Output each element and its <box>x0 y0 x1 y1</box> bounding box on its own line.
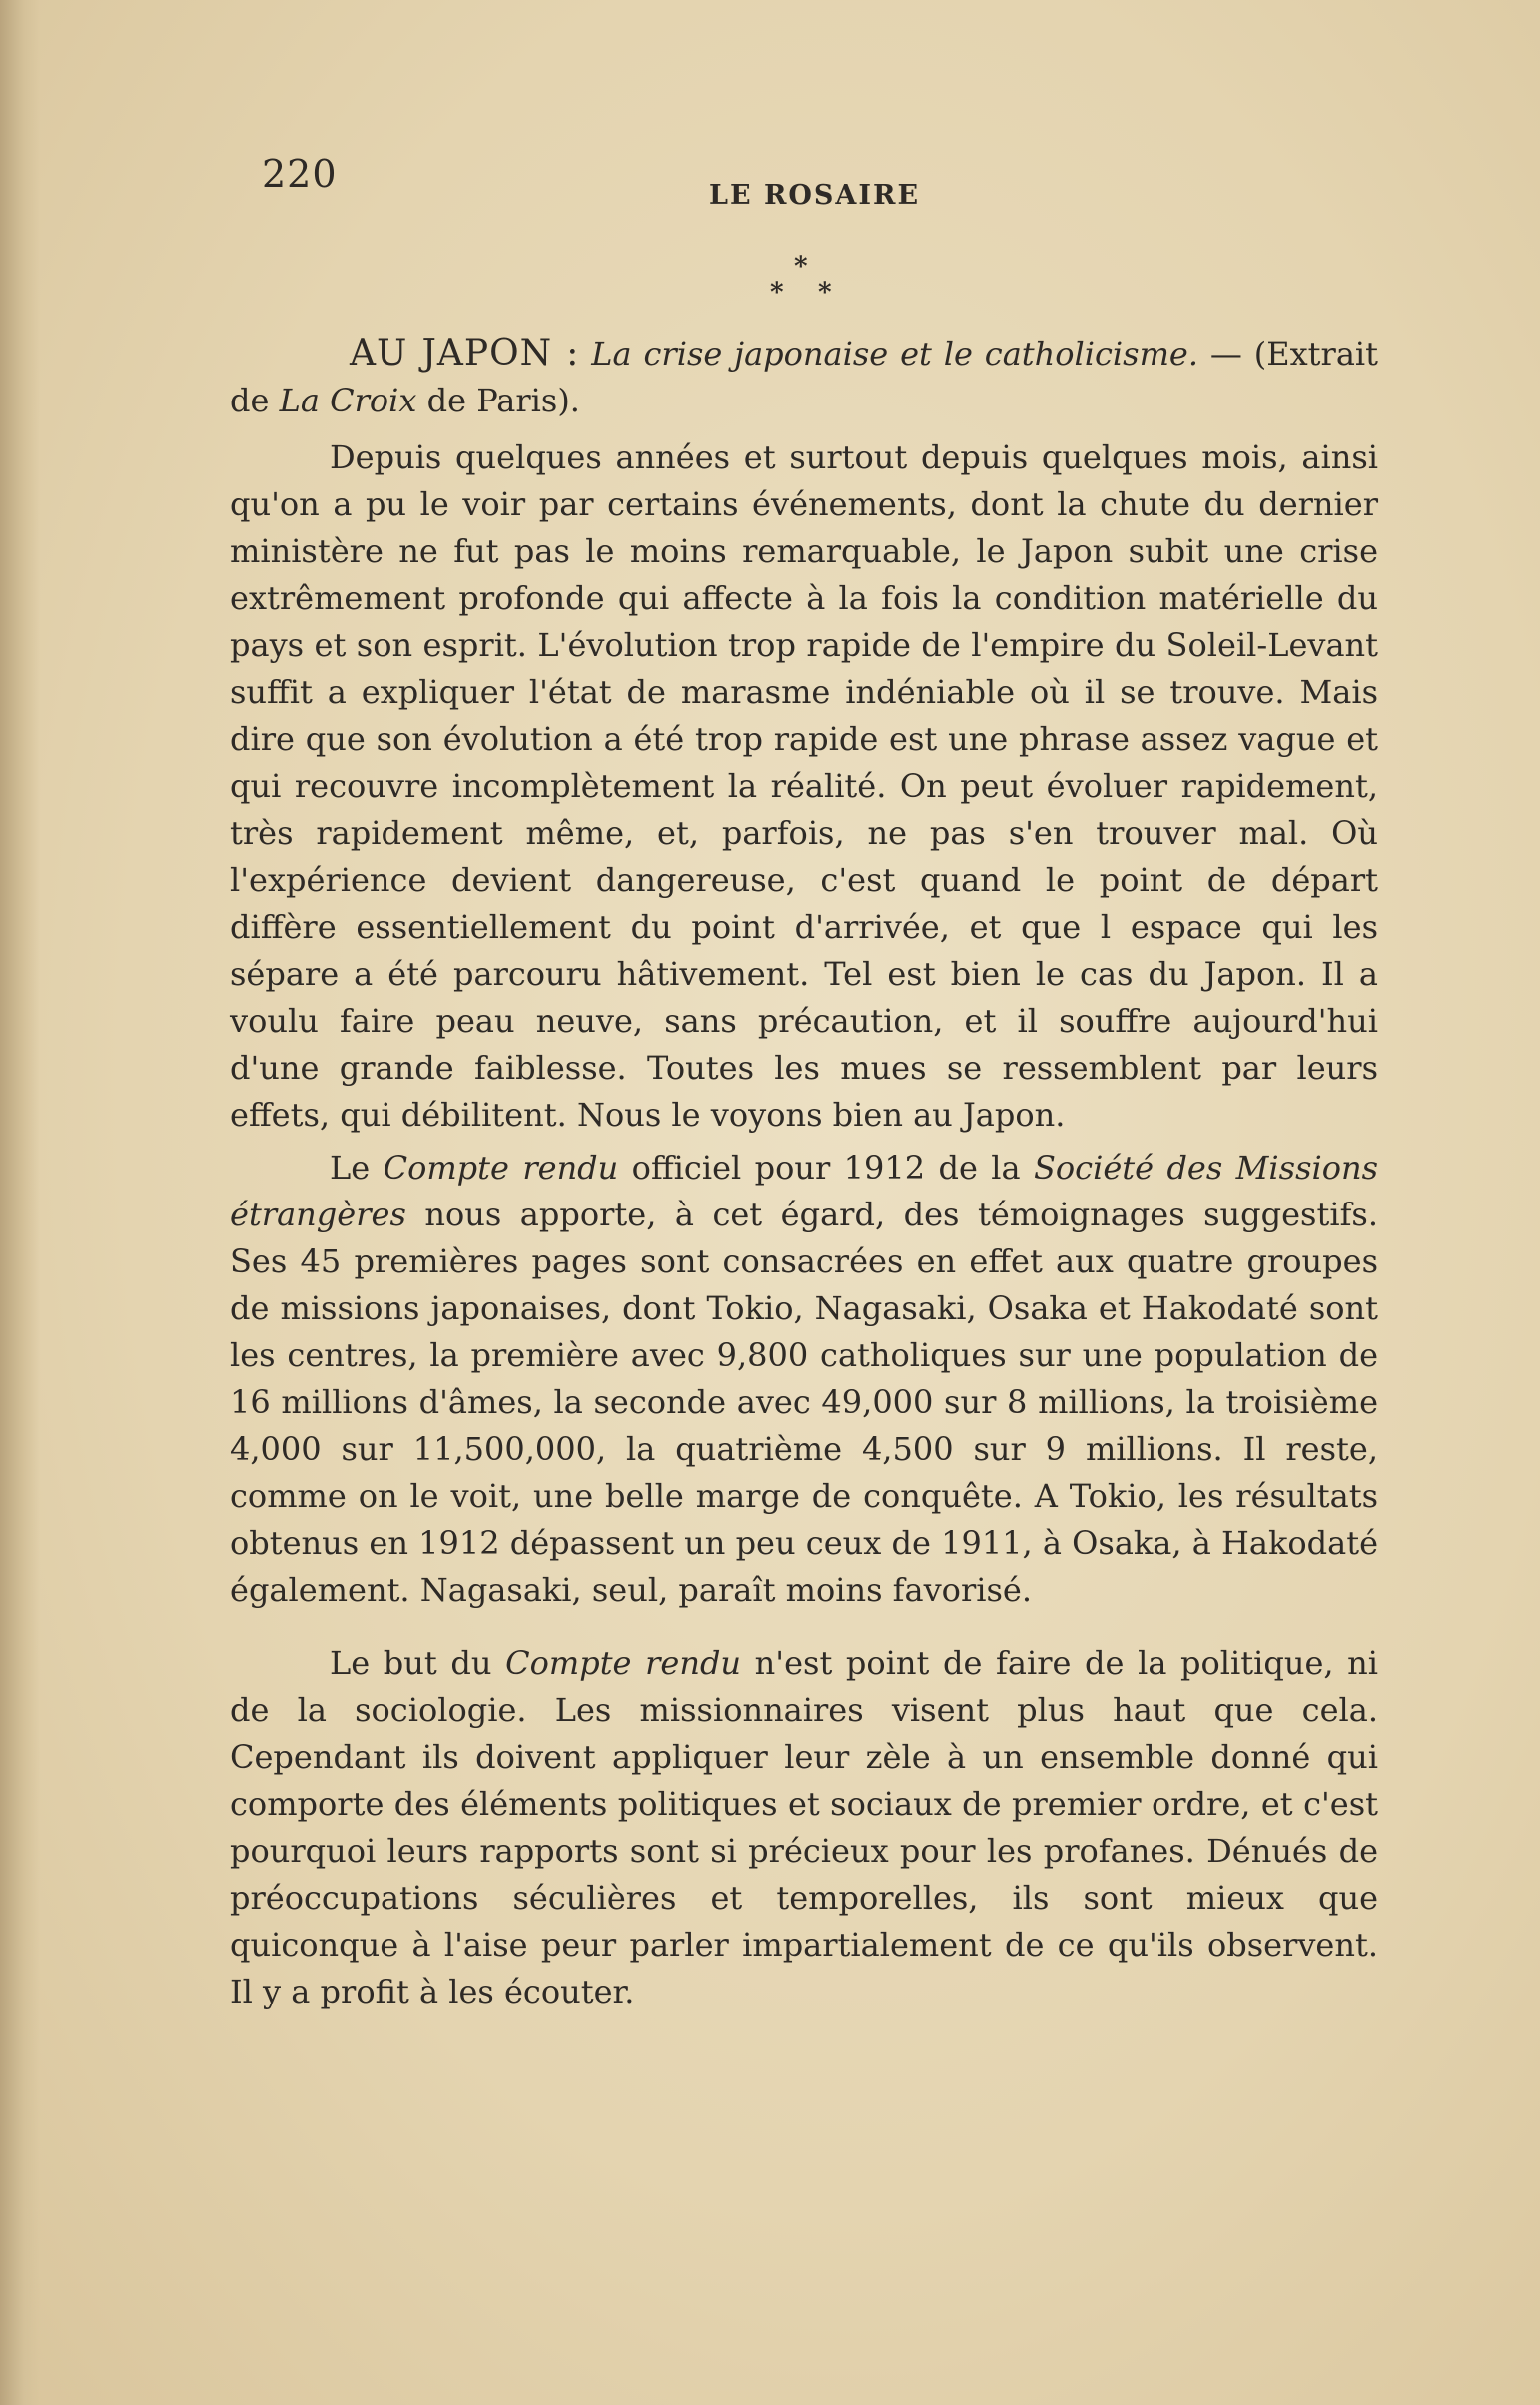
asterism-star: * <box>818 278 832 308</box>
p2-italic-societe: Société des Missions étrangères <box>230 1149 1379 1233</box>
page-number: 220 <box>262 152 338 196</box>
heading-source: La Croix <box>279 382 417 419</box>
paragraph-1: Depuis quelques années et surtout depuis quelques mois, ainsi qu'on a pu le voir par certains événements, dont la chute du dernier ministère ne fut pas le moins remarquable, le Japon subit une crise extrêmement profonde qui affecte à la fois la condition matérielle du pays et son esprit. L'évolution trop rapide de l'empire du Soleil-Levant suffit a expliquer l'état de marasme indéniable où il se trouve. Mais dire que son évolution a été trop rapide est une phrase assez vague et qui recouvre incomplètement la réalité. On peut évoluer rapidement, très rapidement même, et, parfois, ne pas s'en trouver mal. Où l'expérience devient dangereuse, c'est quand le point de départ diffère essentiellement du point d'arrivée, et que l espace qui les sépare a été parcouru hâtivement. Tel est bien le cas du Japon. Il a voulu faire peau neuve, sans précaution, et il souffre aujourd'hui d'une grande faiblesse. Toutes les mues se ressemblent par leurs effets, qui débilitent. Nous le voyons bien au Japon. <box>230 438 1378 1134</box>
article-body <box>230 330 1378 2021</box>
heading-source-prefix: — (Extrait de <box>230 335 1378 419</box>
p2-italic-compte-rendu: Compte rendu <box>383 1149 619 1187</box>
p3-part2: n'est point de faire de la politique, ni de la sociologie. Les missionnaires visent plus haut que cela. Cependant ils doivent appliquer leur zèle à un ensemble donné qui comporte des éléments politiques et sociaux de premier ordre, et c'est pourquoi leurs rapports sont si précieux pour les profanes. Dénués de préoccupations séculières et temporelles, ils sont mieux que quiconque à l'aise peur parler impartialement de ce qu'ils observent. Il y a profit à les écouter. <box>230 1644 1379 2010</box>
paragraph-2 <box>230 1145 1378 1614</box>
asterism-divider <box>764 252 844 312</box>
running-title: LE ROSAIRE <box>709 180 921 211</box>
paragraph-3 <box>230 1640 1378 2015</box>
heading-title: La crise japonaise et le catholicisme. <box>591 335 1199 373</box>
p3-part1: Le but du <box>330 1644 492 1682</box>
heading-source-suffix: de Paris). <box>426 382 580 419</box>
p3-italic-compte-rendu: Compte rendu <box>505 1644 742 1682</box>
asterism-star: * <box>794 252 808 282</box>
p2-part3: nous apporte, à cet égard, des témoignages suggestifs. Ses 45 premières pages sont consacrées en effet aux quatre groupes de missions japonaises, dont Tokio, Nagasaki, Osaka et Hakodaté sont les centres, la première avec 9,800 catholiques sur une population de 16 millions d'âmes, la seconde avec 49,000 sur 8 millions, la troisième 4,000 sur 11,500,000, la quatrième 4,500 sur 9 millions. Il reste, comme on le voit, une belle marge de conquête. A Tokio, les résultats obtenus en 1912 dépassent un peu ceux de 1911, à Osaka, à Hakodaté également. Nagasaki, seul, paraît moins favorisé. <box>230 1196 1379 1609</box>
p2-part2: officiel pour 1912 de la <box>631 1149 1021 1187</box>
article-heading <box>230 330 1378 424</box>
spine-shadow <box>0 0 40 2405</box>
heading-lead: AU JAPON : <box>350 333 580 374</box>
p2-part1: Le <box>330 1149 371 1187</box>
asterism-star: * <box>770 278 784 308</box>
